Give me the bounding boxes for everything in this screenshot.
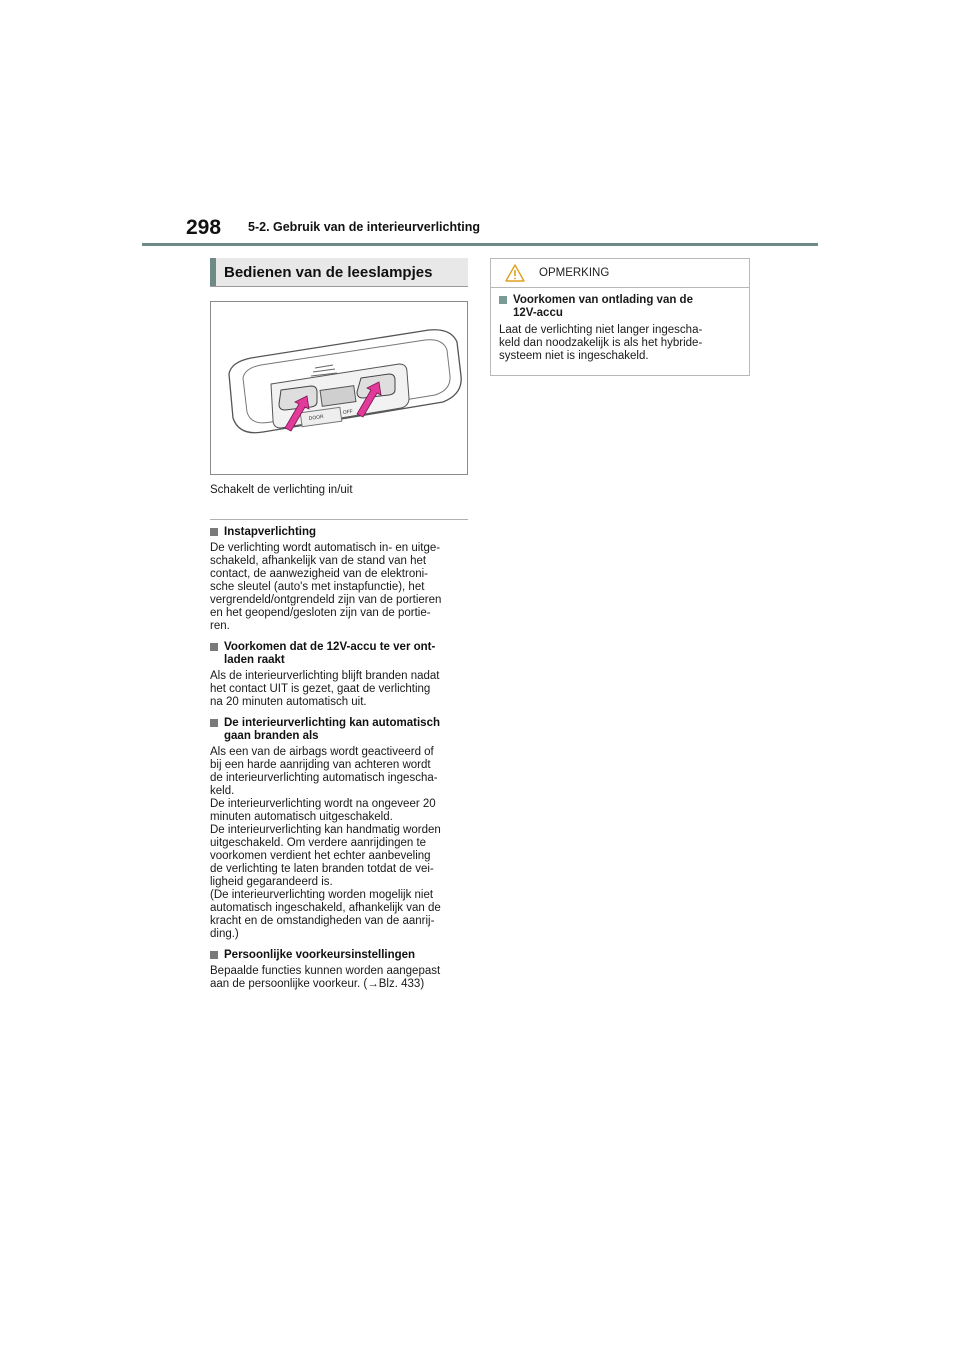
illustration-caption: Schakelt de verlichting in/uit [210, 484, 353, 496]
info-subheading [210, 641, 468, 667]
caution-note-title: OPMERKING [539, 267, 610, 279]
info-block-automatisch [210, 717, 468, 941]
info-block-voorkeur [210, 949, 468, 991]
caution-note-text: Laat de verlichting niet langer ingescha- keld dan noodzakelijk is als het hybride- systeem niet is ingeschakeld. [499, 324, 703, 362]
info-subheading [210, 949, 468, 962]
info-subheading [210, 717, 468, 743]
info-body-text: Als de interieurverlichting blijft branden nadat het contact UIT is gezet, gaat de verlichting na 20 minuten automatisch uit. [210, 670, 440, 708]
info-subheading-text: Persoonlijke voorkeursinstellingen [224, 949, 416, 961]
header-rule [142, 243, 818, 246]
square-bullet-icon [210, 951, 218, 959]
info-body-text: Bepaalde functies kunnen worden aangepast aan de persoonlijke voorkeur. (→Blz. 433) [210, 965, 441, 990]
square-bullet-icon [210, 528, 218, 536]
caution-note-box [490, 258, 750, 376]
heading-rule [210, 286, 468, 287]
page-number: 298 [186, 216, 222, 239]
warning-triangle-icon [505, 264, 525, 282]
info-body-text: Als een van de airbags wordt geactiveerd of bij een harde aanrijding van achteren wordt de interieurverlichting automatisch ingescha- keld. De interieurverlichting wordt na ongeveer 20 minuten automatisch uitgeschakeld. De interieurverlichting kan handmatig worden uitgeschakeld. Om verdere aanrijdingen te voorkomen verdient het echter aanbeveling de verlichting te laten branden totdat de vei- ligheid gegarandeerd is. (De interieurverlichting worden mogelijk niet automatisch ingeschakeld, afhankelijk van de kracht en de omstandigheden van de aanrij- ding.) [210, 746, 441, 940]
section-divider [210, 519, 468, 520]
section-title: 5-2. Gebruik van de interieurverlichting [248, 220, 481, 234]
info-subheading-text: De interieurverlichting kan automatisch gaan branden als [224, 717, 441, 742]
overhead-console-drawing [211, 302, 467, 474]
info-body-text: De verlichting wordt automatisch in- en uitge- schakeld, afhankelijk van de stand van het contact, de aanwezigheid van de elektroni- sche sleutel (auto's met instapfunctie), het vergrendeld/ontgrendeld zijn van de portieren en het geopend/gesloten zijn van de portie- ren. [210, 542, 442, 632]
info-subheading [210, 526, 468, 539]
caution-subheading-text: Voorkomen van ontlading van de 12V-accu [513, 294, 693, 319]
info-block-accu [210, 641, 468, 709]
info-subheading-text: Instapverlichting [224, 526, 317, 538]
caution-subheading [499, 294, 741, 320]
off-label: OFF [342, 408, 354, 416]
info-block-instapverlichting [210, 526, 468, 633]
section-heading [210, 258, 468, 286]
square-bullet-icon [210, 643, 218, 651]
caution-note-header [491, 259, 749, 288]
square-bullet-icon [210, 719, 218, 727]
door-label: DOOR [308, 413, 325, 422]
caution-note-body [491, 288, 749, 363]
left-column [210, 258, 468, 991]
square-bullet-icon [499, 296, 507, 304]
info-subheading-text: Voorkomen dat de 12V-accu te ver ont- laden raakt [224, 641, 436, 666]
section-heading-text: Bedienen van de leeslampjes [224, 263, 433, 281]
reading-lamp-illustration [210, 301, 468, 475]
